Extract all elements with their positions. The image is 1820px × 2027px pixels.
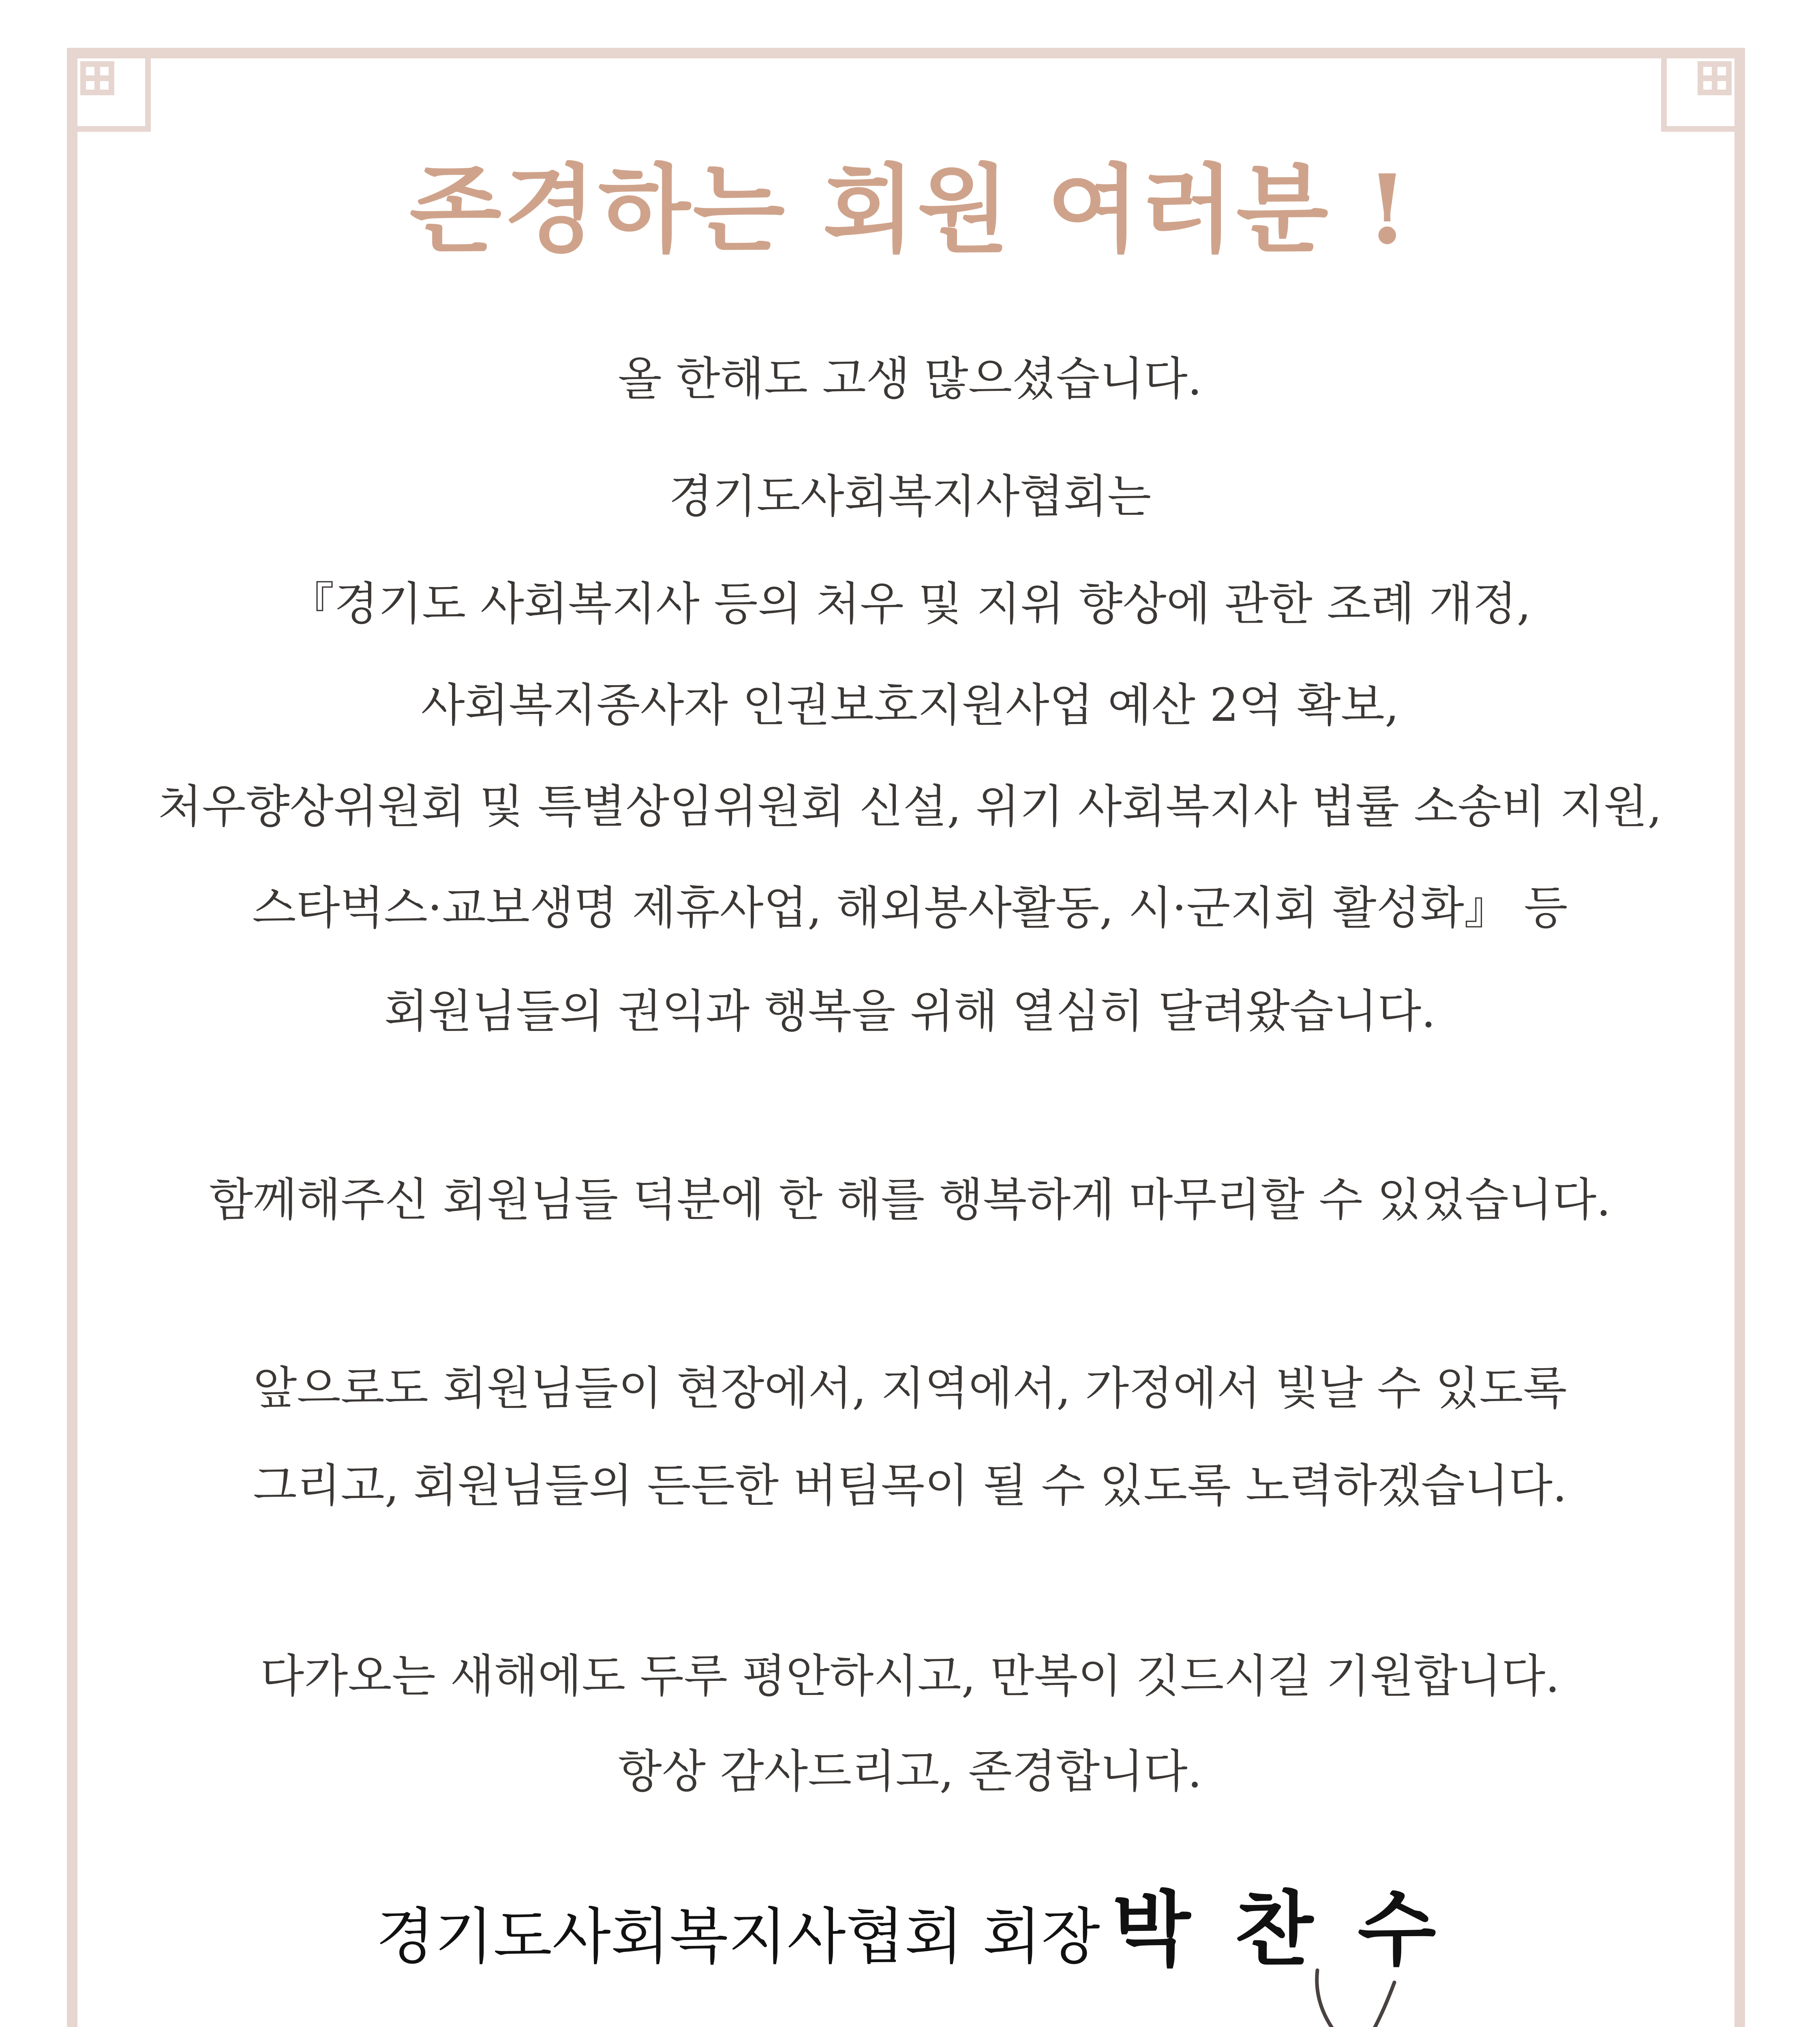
letter-line-2: 경기도사회복지사협회는 <box>668 470 1152 523</box>
letter-line-4: 사회복지종사자 인권보호지원사업 예산 2억 확보, <box>421 679 1399 732</box>
letter-title: 존경하는 회원 여러분 ! <box>409 154 1411 266</box>
letter-line-11: 다가오는 새해에도 두루 평안하시고, 만복이 깃드시길 기원합니다. <box>260 1650 1560 1703</box>
corner-ornament-top-left <box>67 48 152 133</box>
letter-line-1: 올 한해도 고생 많으셨습니다. <box>618 353 1202 405</box>
signature-org-role: 경기도사회복지사협회 회장 <box>376 1902 1100 1972</box>
letter-line-10: 그리고, 회원님들의 든든한 버팀목이 될 수 있도록 노력하겠습니다. <box>253 1459 1567 1512</box>
signature-name: 박 찬 수 <box>1112 1882 1444 1977</box>
letter-line-3: 『경기도 사회복지사 등의 처우 및 지위 향상에 관한 조례 개정, <box>289 578 1531 630</box>
corner-ornament-top-right <box>1660 48 1745 133</box>
letter-line-12: 항상 감사드리고, 존경합니다. <box>618 1745 1202 1798</box>
crane-icon <box>1253 1970 1435 2027</box>
letter-line-6: 스타벅스·교보생명 제휴사업, 해외봉사활동, 시·군지회 활성화』 등 <box>252 882 1568 934</box>
letter-line-8: 함께해주신 회원님들 덕분에 한 해를 행복하게 마무리할 수 있었습니다. <box>209 1174 1611 1226</box>
letter-line-9: 앞으로도 회원님들이 현장에서, 지역에서, 가정에서 빛날 수 있도록 <box>253 1362 1567 1415</box>
letter-line-7: 회원님들의 권익과 행복을 위해 열심히 달려왔습니다. <box>384 985 1436 1038</box>
new-year-landscape-illustration <box>628 1938 1820 2027</box>
letter-line-5: 처우향상위원회 및 특별상임위원회 신설, 위기 사회복지사 법률 소송비 지원, <box>158 780 1662 833</box>
